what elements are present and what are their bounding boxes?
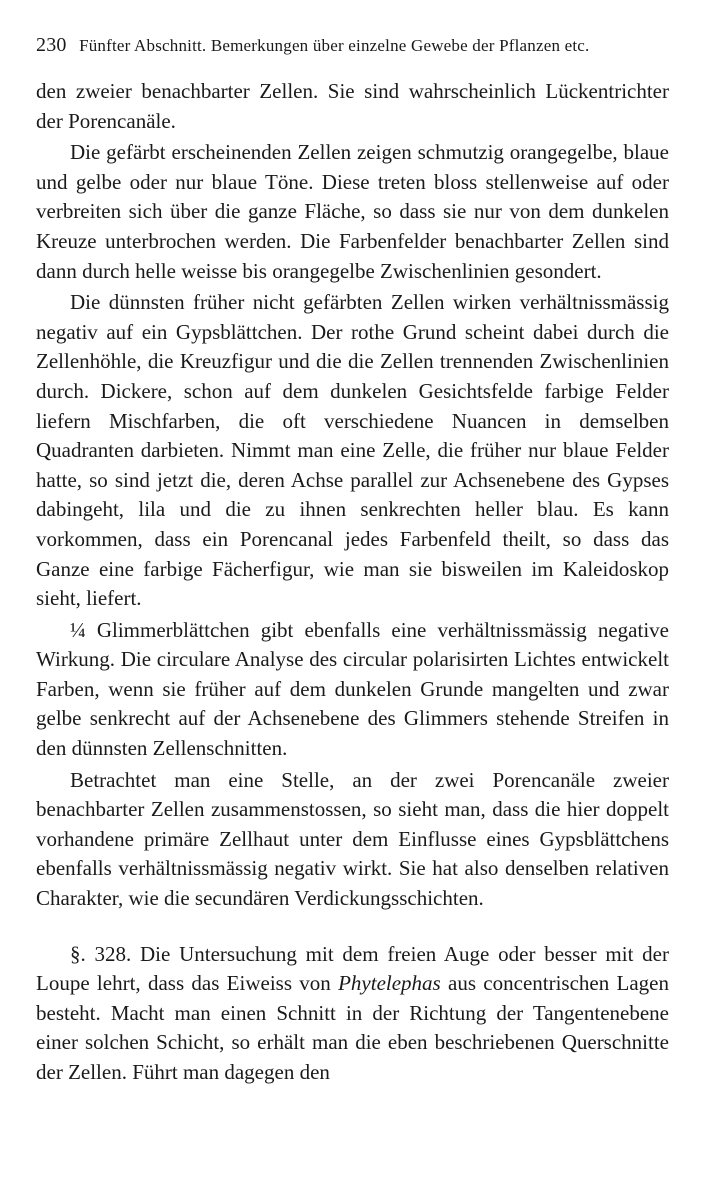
body-text bbox=[36, 77, 669, 1088]
running-header bbox=[36, 34, 669, 57]
running-title: Fünfter Abschnitt. Bemerkungen über einzelne Gewebe der Pflanzen etc. bbox=[79, 36, 590, 55]
section-328-text-end: aus concentrischen Lagen besteht. Macht man einen Schnitt in der Richtung der Tangentenebene einer solchen Schicht, so erhält man die eben beschriebenen Querschnitte der Zellen. Führt man dagegen den bbox=[36, 971, 669, 1084]
paragraph-section-328 bbox=[36, 940, 669, 1088]
page-number: 230 bbox=[36, 34, 67, 56]
paragraph-colored-cells: Die gefärbt erscheinenden Zellen zeigen schmutzig orangegelbe, blaue und gelbe oder nur blaue Töne. Diese treten bloss stellenweise auf oder verbreiten sich über die ganze Fläche, so dass sie nur von dem dunkelen Kreuze unterbrochen werden. Die Farbenfelder benachbarter Zellen sind dann durch helle weisse bis orangegelbe Zwischenlinien gesondert. bbox=[36, 140, 669, 283]
paragraph-continuation: den zweier benachbarter Zellen. Sie sind wahrscheinlich Lückentrichter der Porencanäle. bbox=[36, 79, 669, 133]
paragraph-mica-plate: ¼ Glimmerblättchen gibt ebenfalls eine verhältnissmässig negative Wirkung. Die circulare Analyse des circular polarisirten Lichtes entwickelt Farben, wenn sie früher auf dem dunkelen Grunde mangelten und zwar gelbe senkrecht auf der Achsenebene des Glimmers stehende Streifen in den dünnsten Zellenschnitten. bbox=[36, 617, 669, 761]
paragraph-gypsum-plate: Die dünnsten früher nicht gefärbten Zellen wirken verhältnissmässig negativ auf ein Gypsblättchen. Der rothe Grund scheint dabei durch die Zellenhöhle, die Kreuzfigur und die die Zellen trennenden Zwischenlinien durch. Dickere, schon auf dem dunkelen Gesichtsfelde farbige Felder liefern Mischfarben, die oft verschiedene Nuancen in demselben Quadranten darbieten. Nimmt man eine Zelle, die früher nur blaue Felder hatte, so sind jetzt die, deren Achse parallel zur Achsenebene des Gypses dabingeht, lila und die zu ihnen senkrechten heller blau. Es kann vorkommen, dass ein Porencanal jedes Farbenfeld theilt, so dass das Ganze eine farbige Fächerfigur, wie man sie bisweilen im Kaleidoskop sieht, liefert. bbox=[36, 290, 669, 611]
paragraph-pore-canals: Betrachtet man eine Stelle, an der zwei Porencanäle zweier benachbarter Zellen zusammenstossen, so sieht man, dass die hier doppelt vorhandene primäre Zellhaut unter dem Einflusse eines Gypsblättchens ebenfalls verhältnissmässig negativ wirkt. Sie hat also denselben relativen Charakter, wie die secundären Verdickungsschichten. bbox=[36, 767, 669, 911]
phytelephas-term: Phytelephas bbox=[338, 971, 441, 996]
section-328-text-start: §. 328. Die Untersuchung mit dem freien Auge oder besser mit der Loupe lehrt, dass das Eiweiss von bbox=[36, 941, 669, 996]
section-divider-space bbox=[36, 914, 669, 940]
